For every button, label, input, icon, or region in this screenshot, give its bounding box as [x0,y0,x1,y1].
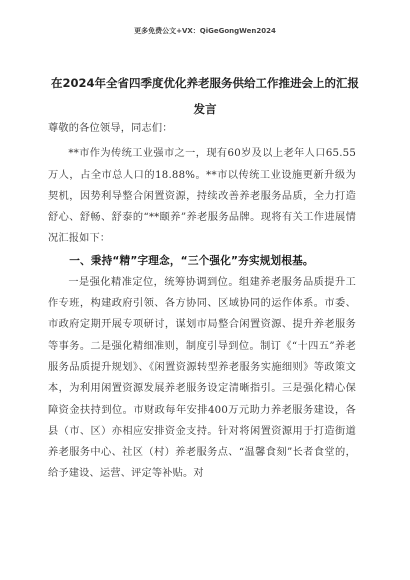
intro-paragraph: **市作为传统工业强市之一，现有60岁及以上老年人口65.55万人，占全市总人口的18.88%。**市以传统工业设施更新升级为契机，因势利导整合闲置资源，持续改善养老服务品质，全力打造舒心、舒畅、舒泰的“**颐养”养老服务品牌。现将有关工作进展情况汇报如下： [48,148,356,245]
document-title: 在2024年全省四季度优化养老服务供给工作推进会上的汇报发言 [50,76,359,116]
section-heading: 一、秉持“精”字理念，“三个强化”夯实规划根基。 [69,254,314,267]
page-header: 更多免费公文+VX：QiGeGongWen2024 [134,27,276,35]
salutation: 尊敬的各位领导，同志们： [48,123,173,134]
section-paragraph: 一是强化精准定位，统筹协调到位。组建养老服务品质提升工作专班，构建政府引领、各方协同、区域协同的运作体系。市委、市政府定期开展专项研讨，谋划市局整合闲置资源、提升养老服务等事务。二是强化精细准则，制度引导到位。制订《“十四五”养老服务品质提升规划》、《闲置资源转型养老服务实施细则》等政策文本，为利用闲置资源发展养老服务设定清晰指引。三是强化精心保障资金扶持到位。市财政每年安排400万元助力养老服务建设，各县（市、区）亦相应安排资金支持。针对将闲置资源用于打造街道养老服务中心、社区（村）养老服务点、“温馨食刻”长者食堂的，给予建设、运营、评定等补贴。对 [48,276,356,480]
document-body [48,118,356,485]
